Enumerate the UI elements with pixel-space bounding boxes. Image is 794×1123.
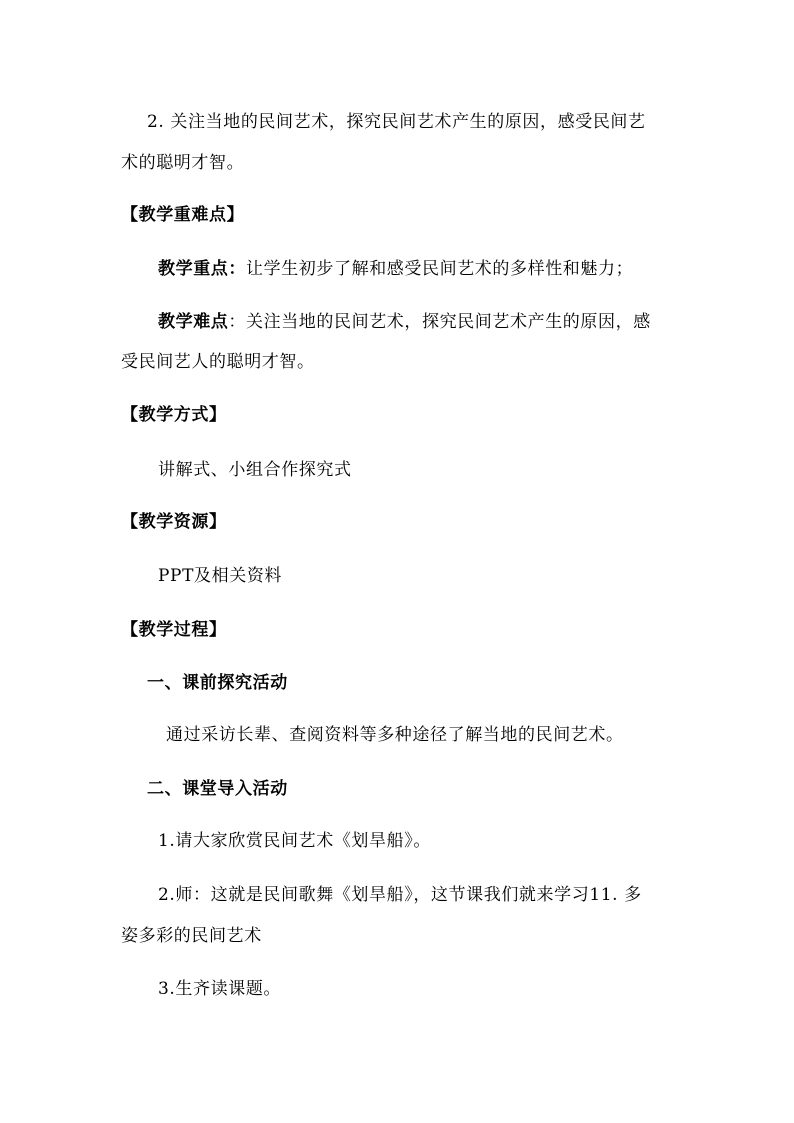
section1-title: 一、课前探究活动 (147, 673, 288, 693)
step2-line1: 2.师：这就是民间歌舞《划旱船》，这节课我们就来学习11. 多 (158, 885, 642, 905)
resources-text: PPT及相关资料 (158, 566, 283, 586)
difficult-point-paragraph (158, 311, 651, 333)
key-point-paragraph (158, 258, 633, 280)
heading-process: 【教学过程】 (121, 620, 227, 640)
goal2-line1: 2. 关注当地的民间艺术，探究民间艺术产生的原因，感受民间艺 (147, 112, 646, 132)
methods-text: 讲解式、小组合作探究式 (158, 460, 352, 480)
heading-resources: 【教学资源】 (121, 512, 227, 532)
section1-text: 通过采访长辈、查阅资料等多种途径了解当地的民间艺术。 (166, 725, 624, 745)
key-point-text: 让学生初步了解和感受民间艺术的多样性和魅力； (246, 259, 634, 279)
goal2-line2: 术的聪明才智。 (121, 153, 245, 173)
step3-text: 3.生齐读课题。 (158, 979, 282, 999)
difficult-point-line2: 受民间艺人的聪明才智。 (121, 352, 315, 372)
heading-methods: 【教学方式】 (121, 405, 227, 425)
step1-text: 1.请大家欣赏民间艺术《划旱船》。 (158, 831, 431, 851)
difficult-point-text: ：关注当地的民间艺术，探究民间艺术产生的原因，感 (228, 312, 651, 332)
section2-title: 二、课堂导入活动 (147, 779, 288, 799)
difficult-point-label: 教学难点 (158, 312, 229, 332)
heading-key-points: 【教学重难点】 (121, 205, 245, 225)
key-point-label: 教学重点： (158, 259, 246, 279)
step2-line2: 姿多彩的民间艺术 (121, 926, 262, 946)
